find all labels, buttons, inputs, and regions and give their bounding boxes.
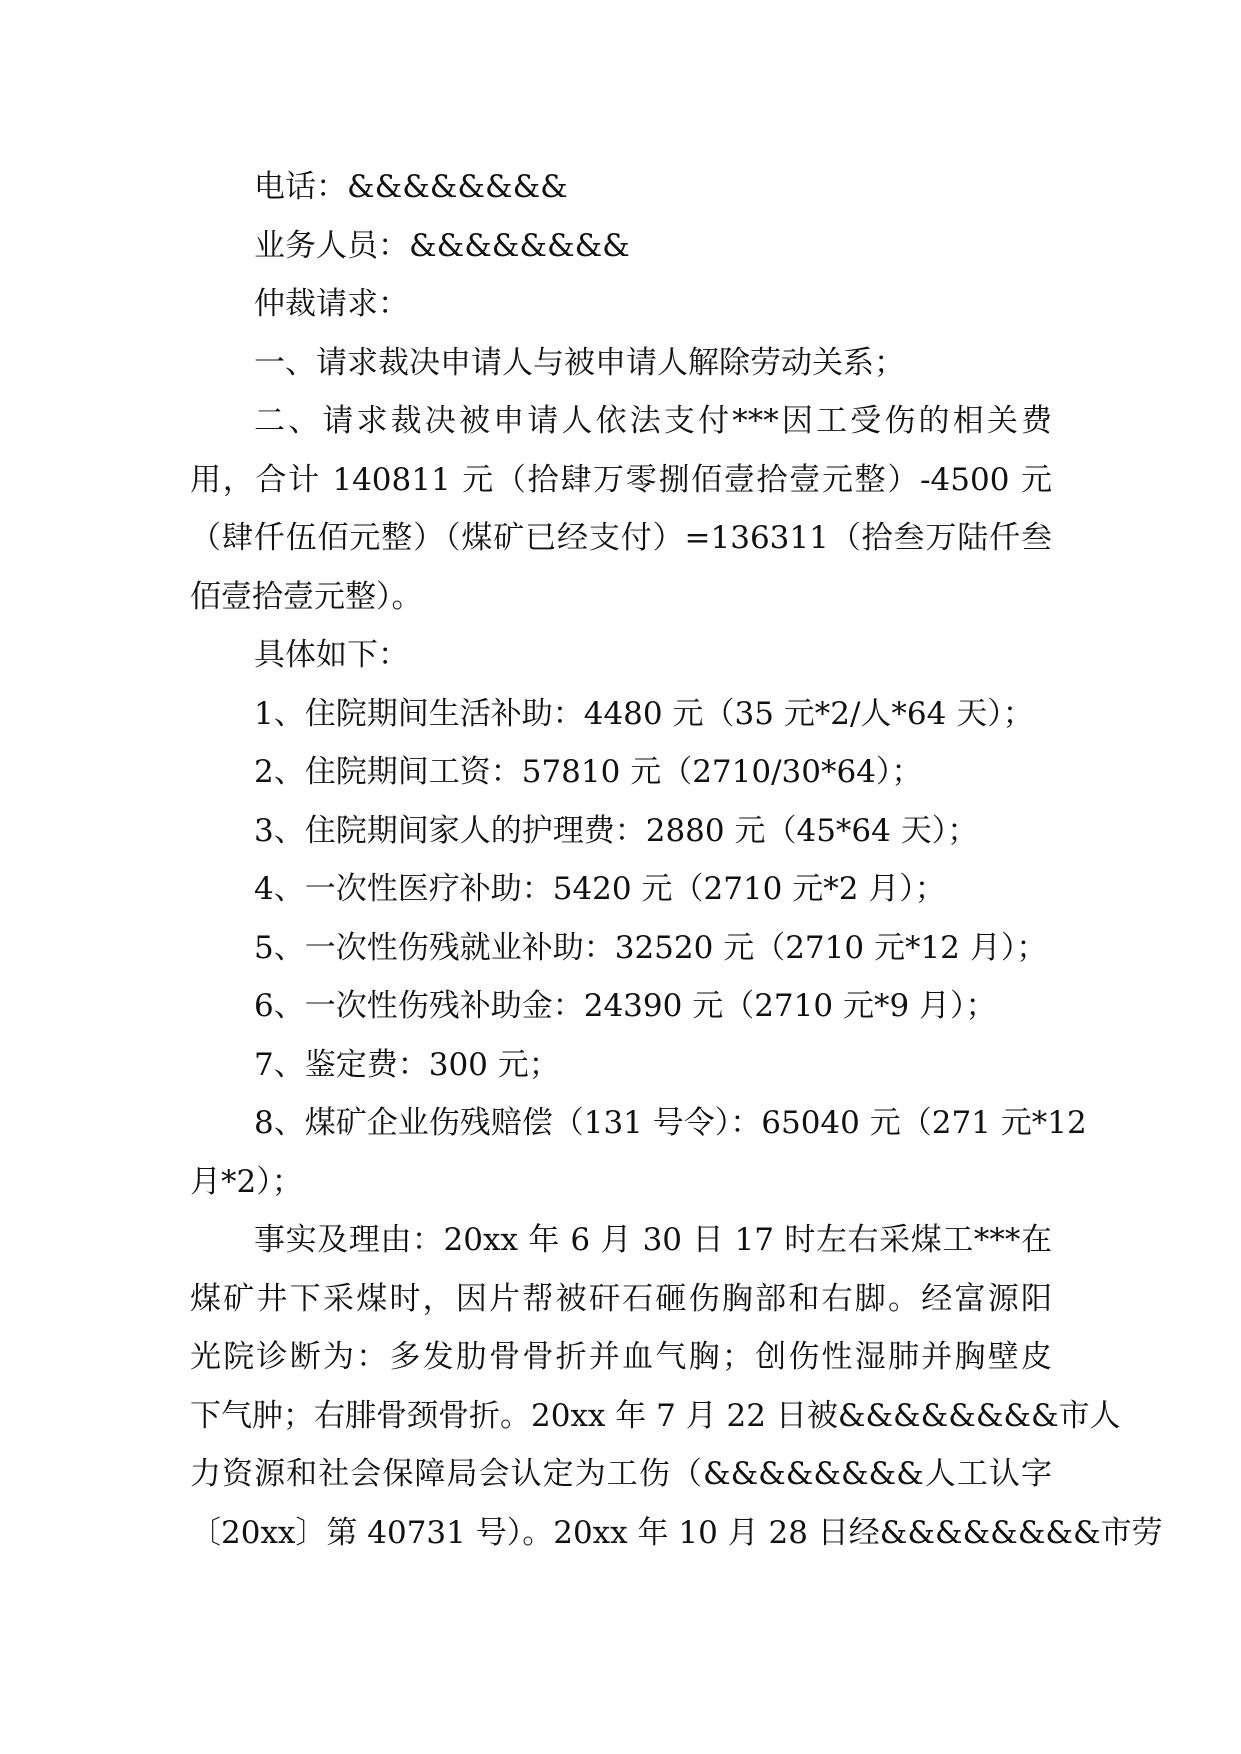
- claim-2-line-4: 佰壹拾壹元整）。: [190, 578, 423, 615]
- item-2: 2、住院期间工资：57810 元（2710/30*64）；: [254, 754, 923, 790]
- item-5: 5、一次性伤残就业补助：32520 元（2710 元*12 月）；: [254, 929, 1048, 966]
- facts-line-1: 事实及理由：20xx 年 6 月 30 日 17 时左右采煤工***在: [254, 1222, 1052, 1258]
- facts-line-2: 煤矿井下采煤时，因片帮被矸石砸伤胸部和右脚。经富源阳: [190, 1280, 1052, 1317]
- item-3: 3、住院期间家人的护理费：2880 元（45*64 天）；: [254, 812, 979, 849]
- claims-heading: 仲裁请求：: [254, 286, 409, 322]
- facts-line-4: 下气肿；右腓骨颈骨折。20xx 年 7 月 22 日被&&&&&&&&市人: [190, 1397, 1121, 1434]
- claim-1: 一、请求裁决申请人与被申请人解除劳动关系；: [254, 344, 905, 381]
- facts-line-3: 光院诊断为：多发肋骨骨折并血气胸；创伤性湿肺并胸壁皮: [190, 1339, 1052, 1375]
- facts-line-6: 〔20xx〕第 40731 号）。20xx 年 10 月 28 日经&&&&&&&&市劳: [190, 1514, 1163, 1551]
- item-4: 4、一次性医疗补助：5420 元（2710 元*2 月）；: [254, 871, 946, 907]
- item-6: 6、一次性伤残补助金：24390 元（2710 元*9 月）；: [254, 988, 997, 1024]
- staff-line: 业务人员：&&&&&&&&: [254, 227, 630, 264]
- item-1: 1、住院期间生活补助：4480 元（35 元*2/人*64 天）；: [254, 695, 1034, 732]
- details-heading: 具体如下：: [254, 637, 409, 673]
- phone-line: 电话：&&&&&&&&: [254, 169, 568, 205]
- claim-2-line-2: 用，合计 140811 元（拾肆万零捌佰壹拾壹元整）-4500 元: [190, 461, 1052, 498]
- document-body: [190, 158, 1163, 1562]
- claim-2-line-1: 二、请求裁决被申请人依法支付***因工受伤的相关费: [254, 403, 1052, 439]
- item-8: 8、煤矿企业伤残赔偿（131 号令）：65040 元（271 元*12: [254, 1105, 1087, 1141]
- item-7: 7、鉴定费：300 元；: [254, 1046, 560, 1083]
- claim-2-line-3: （肆仟伍佰元整）（煤矿已经支付）=136311（拾叁万陆仟叁: [190, 520, 1052, 556]
- facts-line-5: 力资源和社会保障局会认定为工伤（&&&&&&&&人工认字: [190, 1456, 1052, 1492]
- item-8-continuation: 月*2）；: [190, 1163, 303, 1200]
